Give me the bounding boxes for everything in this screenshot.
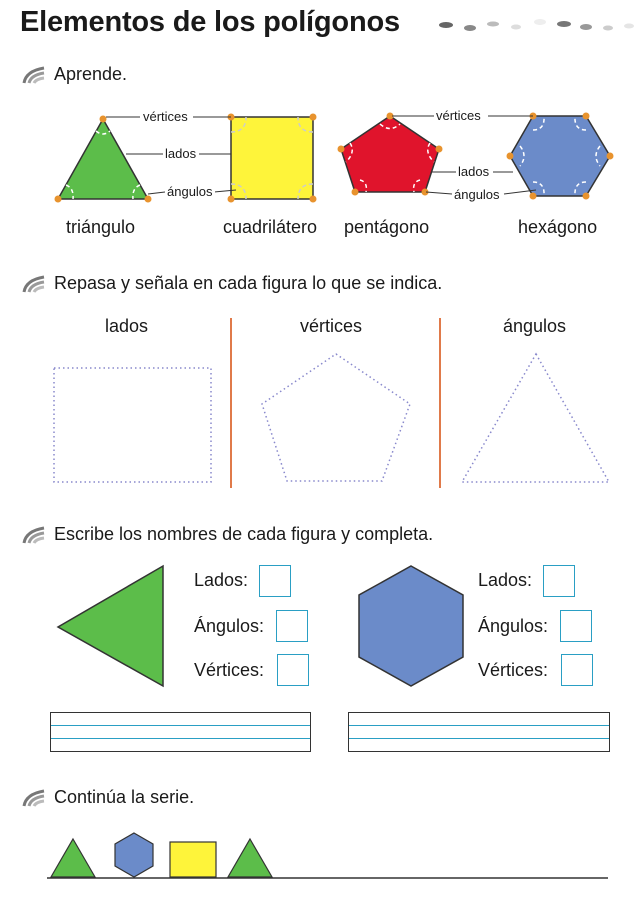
left-lados-label: Lados: xyxy=(194,570,249,590)
left-angulos-answer-box[interactable] xyxy=(276,610,308,642)
aprende-shapes xyxy=(0,100,640,220)
left-writing-lines[interactable] xyxy=(50,712,311,752)
activity-icon xyxy=(22,525,46,545)
dotted-pentagon xyxy=(262,354,410,481)
page-title: Elementos de los polígonos xyxy=(20,6,400,38)
left-vertices-answer-box[interactable] xyxy=(277,654,309,686)
callout-lados-right: lados xyxy=(458,164,490,179)
right-lados-answer-box[interactable] xyxy=(543,565,575,597)
series-shapes xyxy=(0,825,640,885)
activity-icon xyxy=(22,65,46,85)
blue-hexagon-shape xyxy=(359,566,463,686)
series-triangle-1 xyxy=(51,839,95,877)
right-writing-lines[interactable] xyxy=(348,712,610,752)
series-triangle-2 xyxy=(228,839,272,877)
section-heading-aprende: Aprende. xyxy=(22,64,127,85)
column-label-lados: lados xyxy=(105,316,149,336)
callout-angulos-left: ángulos xyxy=(167,184,213,199)
left-angulos-label: Ángulos: xyxy=(194,616,265,636)
callout-vertices-right: vértices xyxy=(436,108,481,123)
column-label-vertices: vértices xyxy=(300,316,363,336)
column-label-angulos: ángulos xyxy=(503,316,567,336)
label-triangle: triángulo xyxy=(66,217,136,237)
dotted-rectangle xyxy=(54,368,211,482)
left-vertices-label: Vértices: xyxy=(194,660,265,680)
right-vertices-label: Vértices: xyxy=(478,660,549,680)
series-square xyxy=(170,842,216,877)
section-heading-repasa: Repasa y señala en cada figura lo que se indica. xyxy=(22,273,442,294)
pentagon-shape xyxy=(341,116,439,192)
activity-icon xyxy=(22,274,46,294)
dotted-triangle xyxy=(462,354,609,482)
callout-angulos-right: ángulos xyxy=(454,187,500,202)
label-hexagon: hexágono xyxy=(518,217,598,237)
activity-icon xyxy=(22,788,46,808)
series-hexagon xyxy=(115,833,153,877)
green-triangle-shape xyxy=(58,566,163,686)
left-lados-answer-box[interactable] xyxy=(259,565,291,597)
callout-vertices-left: vértices xyxy=(143,109,188,124)
section-heading-serie: Continúa la serie. xyxy=(22,787,194,808)
right-angulos-answer-box[interactable] xyxy=(560,610,592,642)
right-angulos-label: Ángulos: xyxy=(478,616,549,636)
right-vertices-answer-box[interactable] xyxy=(561,654,593,686)
label-quadrilateral: cuadrilátero xyxy=(223,217,318,237)
hexagon-shape xyxy=(510,116,610,196)
right-lados-label: Lados: xyxy=(478,570,533,590)
callout-lados-left: lados xyxy=(165,146,197,161)
title-decoration-icon xyxy=(436,16,636,38)
triangle-shape xyxy=(58,119,148,199)
square-shape xyxy=(231,117,313,199)
trace-shapes[interactable] xyxy=(0,340,640,490)
label-pentagon: pentágono xyxy=(344,217,430,237)
section-heading-escribe: Escribe los nombres de cada figura y completa. xyxy=(22,524,433,545)
